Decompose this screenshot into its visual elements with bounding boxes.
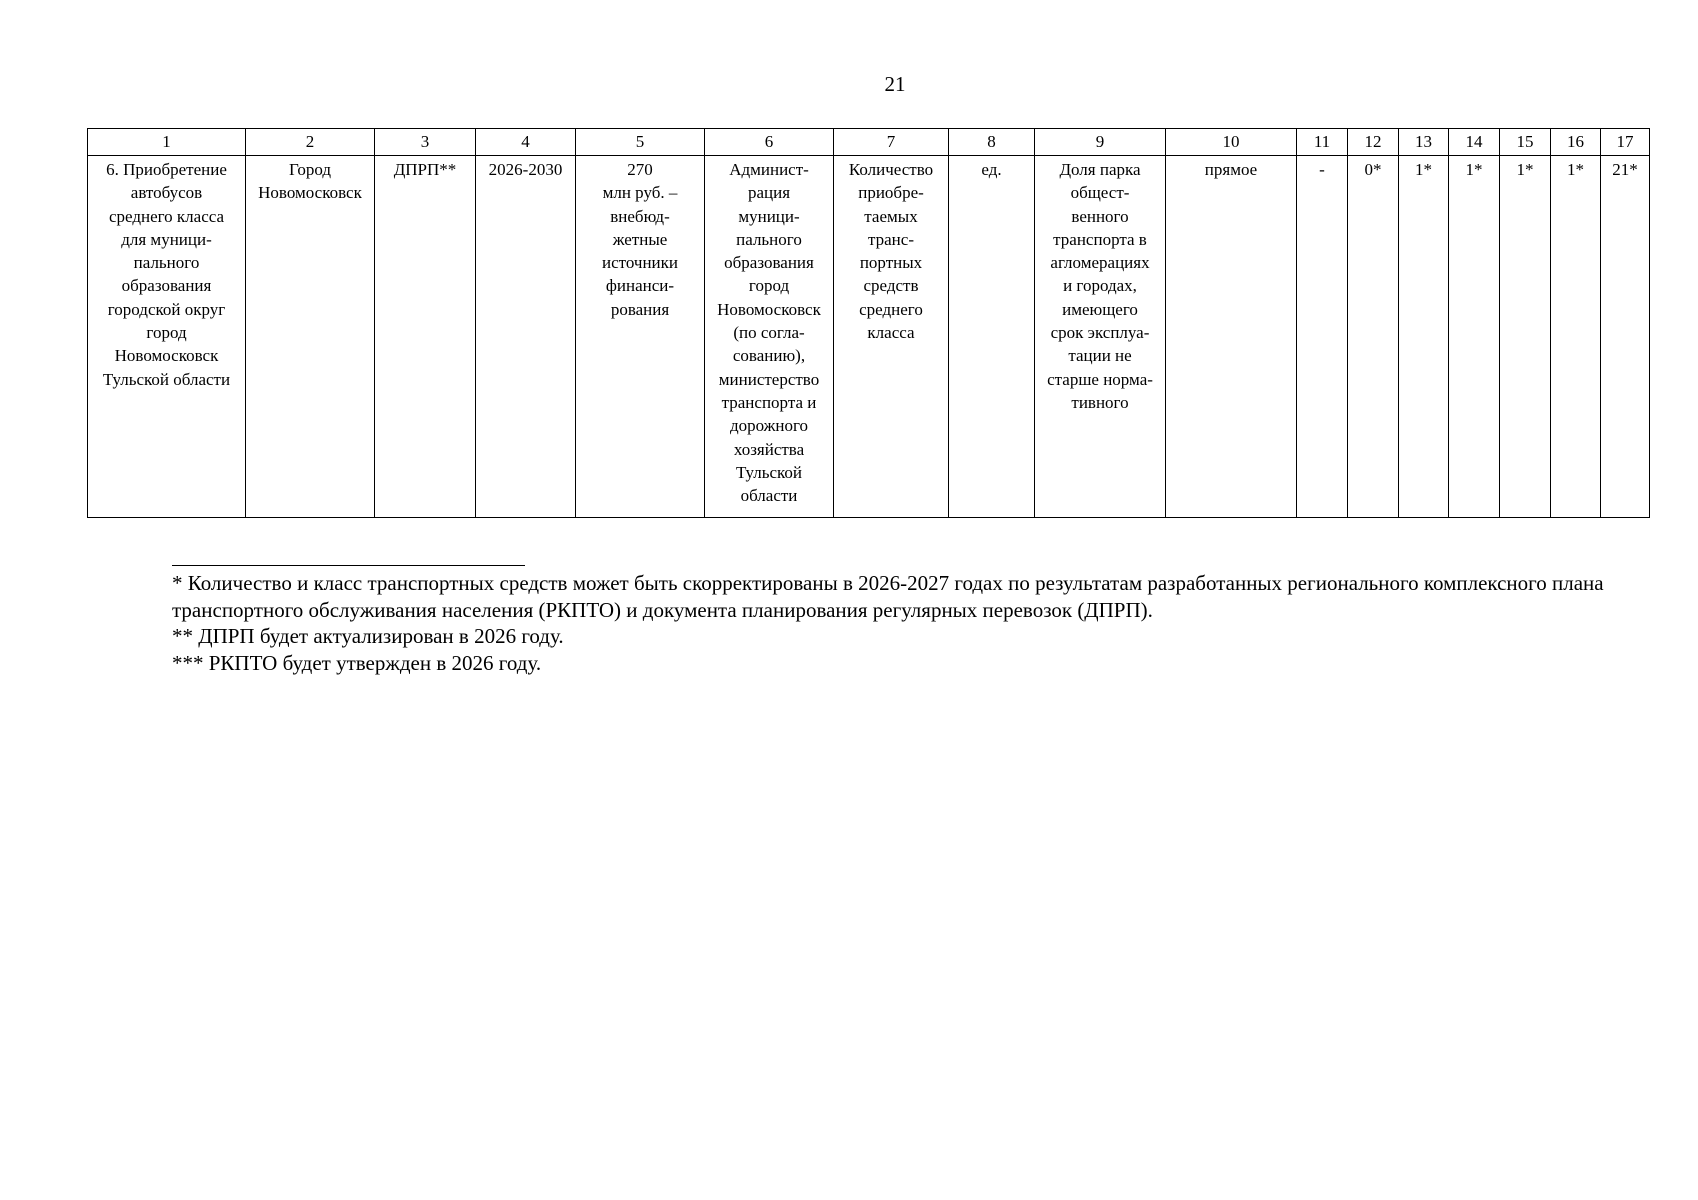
value-12: 0* bbox=[1364, 160, 1382, 179]
column-number-8: 8 bbox=[949, 129, 1035, 156]
column-number-16: 16 bbox=[1551, 129, 1601, 156]
footnote-2: ** ДПРП будет актуализирован в 2026 году. bbox=[172, 624, 564, 648]
column-number-15: 15 bbox=[1500, 129, 1551, 156]
value-16: 1* bbox=[1567, 160, 1584, 179]
column-number-13: 13 bbox=[1399, 129, 1449, 156]
impact-type: прямое bbox=[1204, 160, 1258, 179]
basis-document-cell bbox=[375, 156, 476, 518]
footnotes bbox=[172, 565, 1632, 676]
column-number-10: 10 bbox=[1166, 129, 1297, 156]
target-indicator-cell bbox=[1035, 156, 1166, 518]
value-cell-12 bbox=[1348, 156, 1399, 518]
column-number-4: 4 bbox=[476, 129, 576, 156]
program-table bbox=[87, 128, 1650, 518]
activity-name: 6. Приобретение автобусов среднего класса для муници- пального образования городской округ город Новомосковск Тульской области bbox=[102, 160, 231, 389]
column-number-2: 2 bbox=[246, 129, 375, 156]
column-number-9: 9 bbox=[1035, 129, 1166, 156]
column-number-11: 11 bbox=[1297, 129, 1348, 156]
implementation-period: 2026-2030 bbox=[488, 160, 563, 179]
value-cell-17 bbox=[1601, 156, 1650, 518]
footnote-1: * Количество и класс транспортных средств может быть скорректированы в 2026-2027 годах по результатам разработанных регионального комплексного плана транспортного обслуживания населения (РКПТО) и документа планирования регулярных перевозок (ДПРП). bbox=[172, 571, 1604, 622]
value-14: 1* bbox=[1465, 160, 1483, 179]
measurement-unit: ед. bbox=[981, 160, 1002, 179]
value-cell-14 bbox=[1449, 156, 1500, 518]
funding-amount: 270 млн руб. – внебюд- жетные источники финанси- рования bbox=[601, 160, 678, 319]
territory: Город Новомосковск bbox=[258, 160, 362, 203]
column-number-3: 3 bbox=[375, 129, 476, 156]
unit-cell bbox=[949, 156, 1035, 518]
funding-cell bbox=[576, 156, 705, 518]
target-indicator: Доля парка общест- венного транспорта в агломерациях и городах, имеющего срок эксплуа- тации не старше норма- тивного bbox=[1047, 160, 1153, 412]
indicator-cell bbox=[834, 156, 949, 518]
table-row bbox=[88, 156, 1650, 518]
value-cell-15 bbox=[1500, 156, 1551, 518]
period-cell bbox=[476, 156, 576, 518]
footnote-separator bbox=[172, 565, 525, 566]
value-13: 1* bbox=[1415, 160, 1432, 179]
value-cell-13 bbox=[1399, 156, 1449, 518]
column-number-6: 6 bbox=[705, 129, 834, 156]
responsible-executors: Админист- рация муници- пального образования город Новомосковск (по согла- сованию), министерство транспорта и дорожного хозяйства Тульской области bbox=[717, 160, 821, 506]
impact-type-cell bbox=[1166, 156, 1297, 518]
page-number: 21 bbox=[884, 72, 906, 96]
value-11: - bbox=[1319, 160, 1325, 179]
responsible-cell bbox=[705, 156, 834, 518]
value-cell-16 bbox=[1551, 156, 1601, 518]
territory-cell bbox=[246, 156, 375, 518]
column-number-5: 5 bbox=[576, 129, 705, 156]
indicator-name: Количество приобре- таемых транс- портных средств среднего класса bbox=[848, 160, 934, 343]
value-cell-11 bbox=[1297, 156, 1348, 518]
column-number-12: 12 bbox=[1348, 129, 1399, 156]
value-17: 21* bbox=[1612, 160, 1638, 179]
column-number-row bbox=[88, 129, 1650, 156]
value-15: 1* bbox=[1516, 160, 1534, 179]
column-number-14: 14 bbox=[1449, 129, 1500, 156]
basis-document: ДПРП** bbox=[393, 160, 457, 179]
footnote-3: *** РКПТО будет утвержден в 2026 году. bbox=[172, 650, 542, 675]
column-number-17: 17 bbox=[1601, 129, 1650, 156]
column-number-1: 1 bbox=[88, 129, 246, 156]
column-number-7: 7 bbox=[834, 129, 949, 156]
activity-name-cell bbox=[88, 156, 246, 518]
